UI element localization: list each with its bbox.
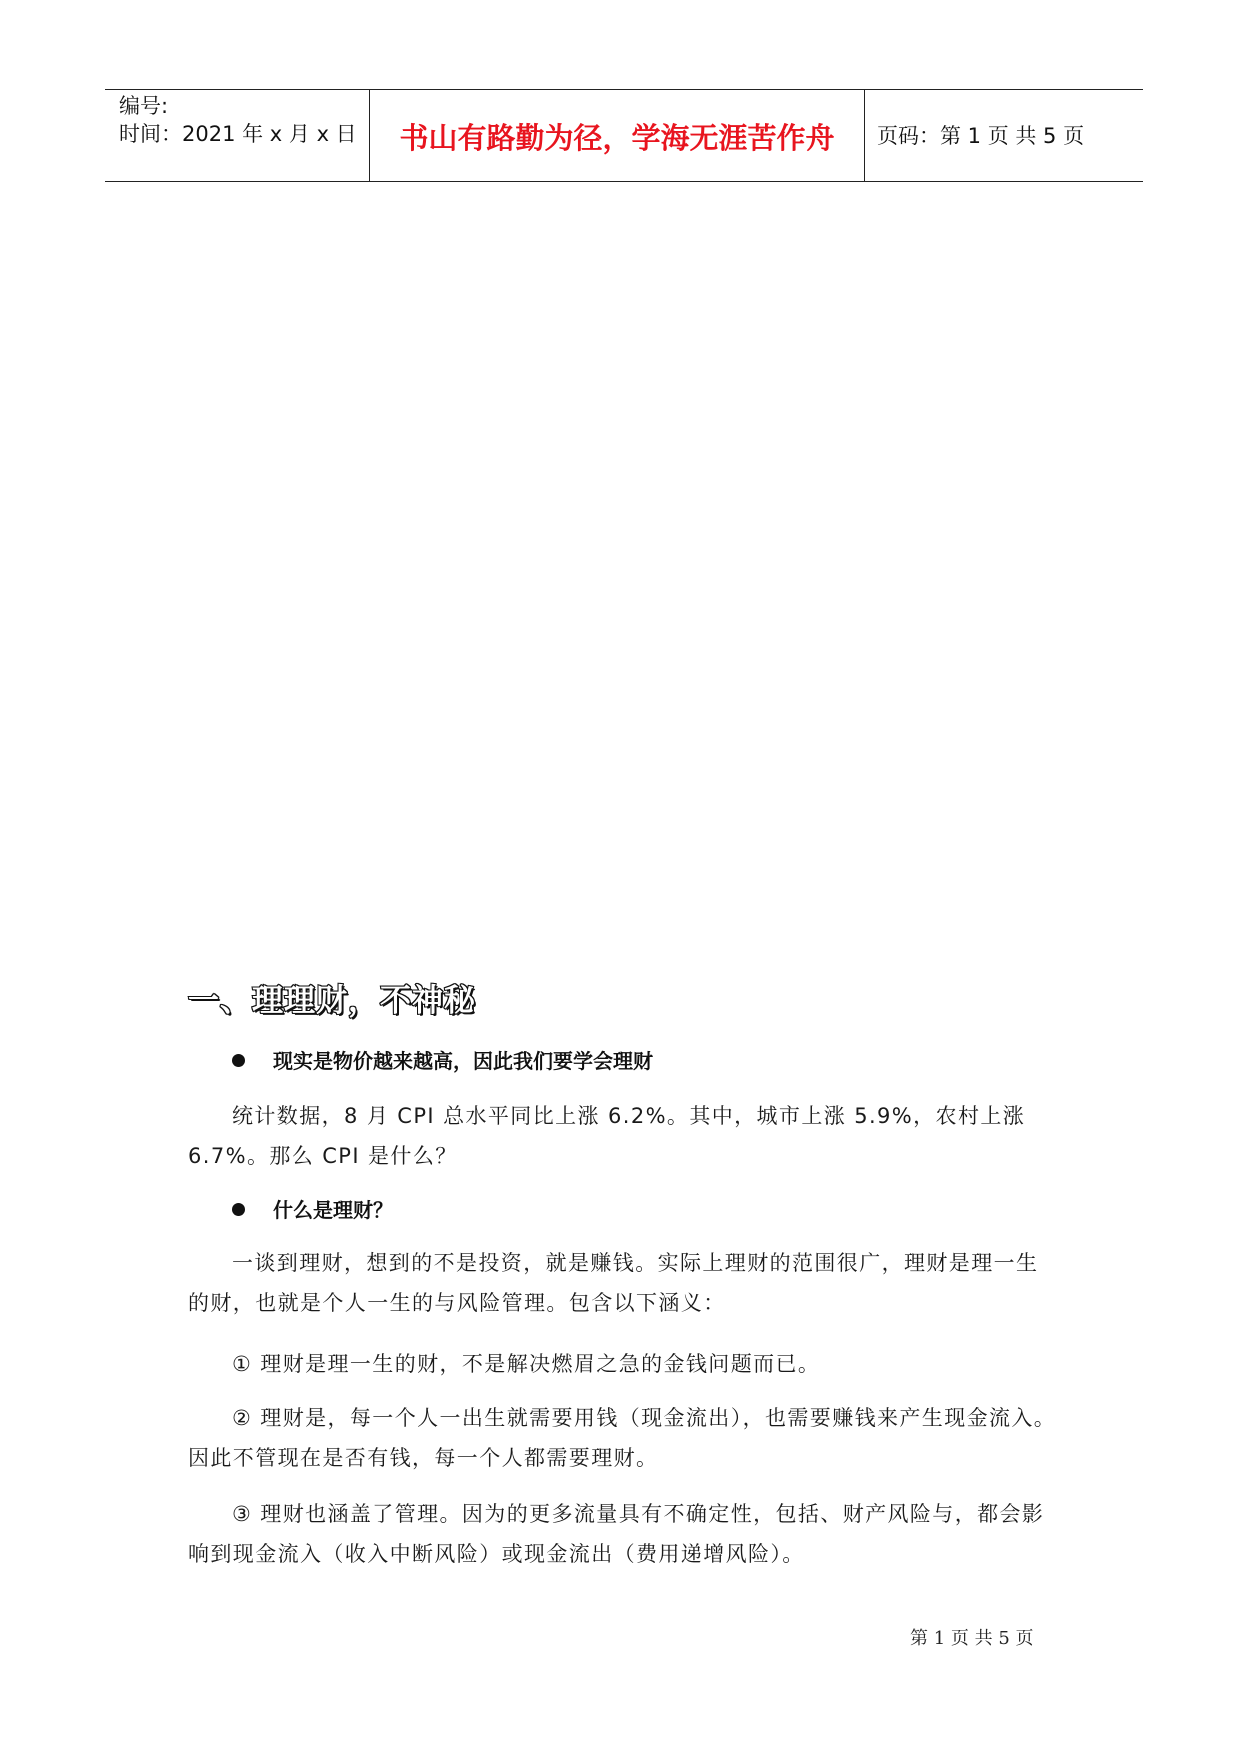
bullet-heading-2 [232, 1195, 393, 1225]
list-item-text: ② 理财是，每一个人一出生就需要用钱（现金流出），也需要赚钱来产生现金流入。因此不管现在是否有钱，每一个人都需要理财。 [188, 1406, 1057, 1470]
paragraph-text: 一谈到理财，想到的不是投资，就是赚钱。实际上理财的范围很广，理财是理一生的财，也就是个人一生的与风险管理。包含以下涵义： [188, 1251, 1039, 1315]
bullet-heading-text: 什么是理财？ [273, 1198, 393, 1222]
header-motto: 书山有路勤为径，学海无涯苦作舟 [399, 121, 835, 155]
document-time-label: 时间：2021 年 x 月 x 日 [119, 122, 357, 146]
list-item-3 [188, 1494, 1058, 1574]
bullet-dot-icon [232, 1054, 245, 1067]
list-item-text: ① 理财是理一生的财，不是解决燃眉之急的金钱问题而已。 [232, 1352, 821, 1376]
document-header [105, 89, 1143, 182]
paragraph-cpi [188, 1096, 1058, 1176]
bullet-dot-icon [232, 1203, 245, 1216]
paragraph-text: 统计数据，8 月 CPI 总水平同比上涨 6.2%。其中，城市上涨 5.9%，农村上涨 6.7%。那么 CPI 是什么？ [188, 1104, 1026, 1168]
header-info-cell [105, 90, 370, 181]
page-footer: 第 1 页 共 5 页 [910, 1628, 1034, 1649]
paragraph-definition [188, 1243, 1058, 1323]
document-number-label: 编号: [119, 94, 169, 118]
header-page-number: 页码：第 1 页 共 5 页 [877, 124, 1085, 148]
list-item-1 [188, 1344, 1058, 1384]
list-item-text: ③ 理财也涵盖了管理。因为的更多流量具有不确定性，包括、财产风险与，都会影响到现金流入（收入中断风险）或现金流出（费用递增风险）。 [188, 1502, 1045, 1566]
bullet-heading-1 [232, 1046, 653, 1076]
bullet-heading-text: 现实是物价越来越高，因此我们要学会理财 [273, 1049, 653, 1073]
list-item-2 [188, 1398, 1058, 1478]
section-title: 一、理理财，不神秘 [188, 983, 476, 1019]
header-motto-cell [370, 90, 865, 181]
header-page-cell [865, 90, 1143, 181]
